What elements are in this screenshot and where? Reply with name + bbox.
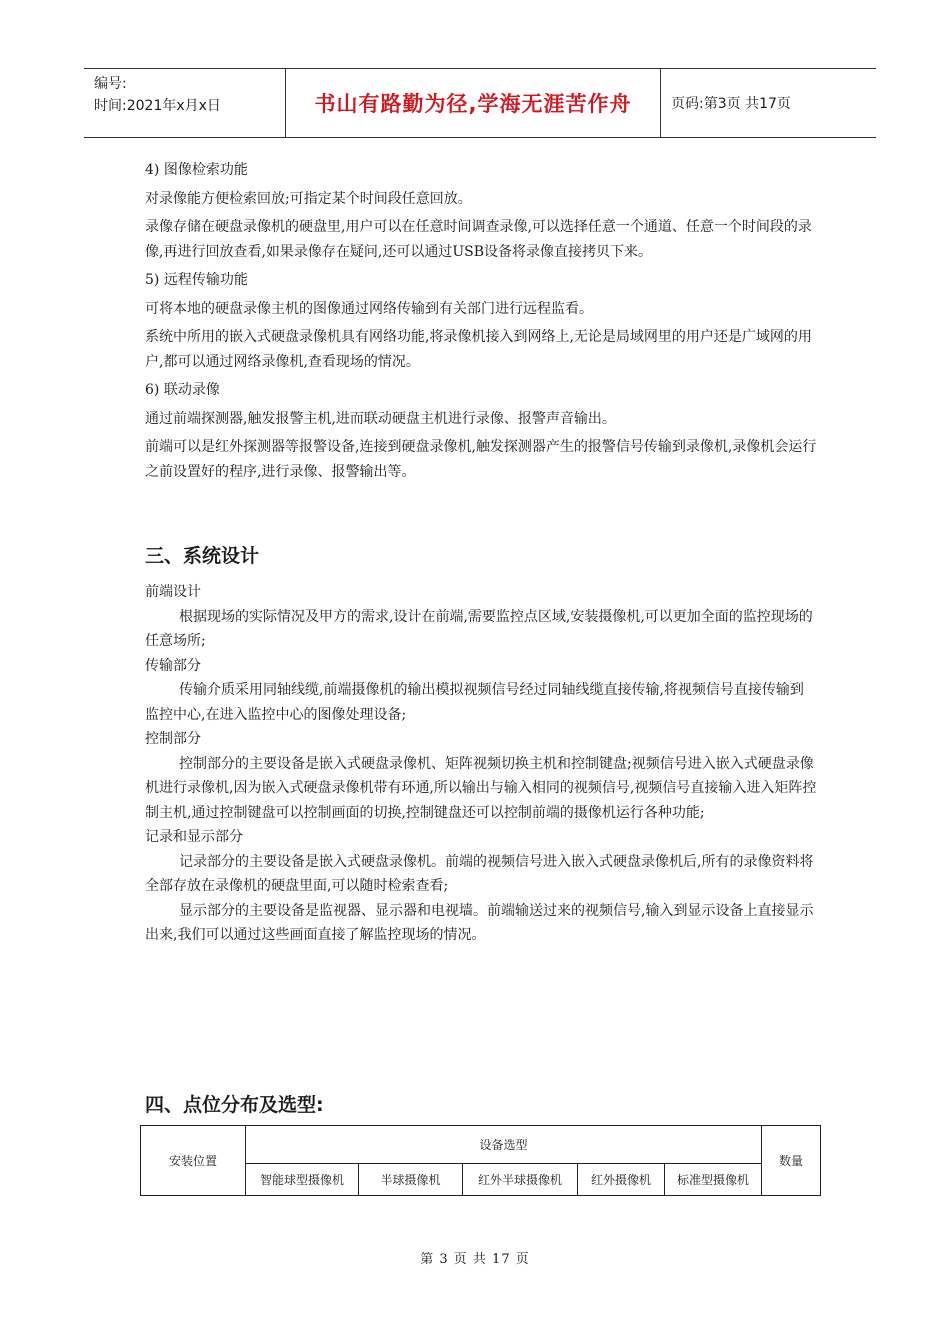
section-3-title: 三、系统设计 — [145, 545, 260, 567]
body-content — [145, 158, 817, 484]
type-ir-dome-camera: 红外半球摄像机 — [463, 1164, 578, 1196]
feature-heading-6: 6) 联动录像 — [145, 382, 220, 398]
paragraph: 显示部分的主要设备是监视器、显示器和电视墙。前端输送过来的视频信号,输入到显示设备上直接显示出来,我们可以通过这些画面直接了解监控现场的情况。 — [145, 902, 814, 943]
type-dome-camera: 半球摄像机 — [359, 1164, 463, 1196]
paragraph: 记录部分的主要设备是嵌入式硬盘录像机。前端的视频信号进入嵌入式硬盘录像机后,所有的录像资料将全部存放在录像机的硬盘里面,可以随时检索查看; — [145, 853, 814, 894]
section-3-content — [145, 580, 817, 948]
feature-heading-4: 4) 图像检索功能 — [145, 162, 248, 178]
paragraph: 通过前端探测器,触发报警主机,进而联动硬盘主机进行录像、报警声音输出。 — [145, 410, 616, 427]
type-smart-dome-camera: 智能球型摄像机 — [246, 1164, 359, 1196]
subheading-frontend: 前端设计 — [145, 584, 201, 600]
paragraph: 控制部分的主要设备是嵌入式硬盘录像机、矩阵视频切换主机和控制键盘;视频信号进入嵌入式硬盘录像机进行录像机,因为嵌入式硬盘录像机带有环通,所以输出与输入相同的视频信号,视频信号直接输入进入矩阵控制主机,通过控制键盘可以控制画面的切换,控制键盘还可以控制前端的摄像机运行各种功能; — [145, 755, 817, 821]
equipment-table — [140, 1125, 821, 1196]
feature-heading-5: 5) 远程传输功能 — [145, 272, 248, 288]
paragraph: 对录像能方便检索回放;可指定某个时间段任意回放。 — [145, 190, 472, 207]
header-meta — [84, 69, 286, 137]
doc-time-label: 时间:2021年x月x日 — [94, 98, 221, 114]
type-ir-camera: 红外摄像机 — [578, 1164, 665, 1196]
header-slogan: 书山有路勤为径,学海无涯苦作舟 — [286, 69, 661, 137]
paragraph: 可将本地的硬盘录像主机的图像通过网络传输到有关部门进行远程监看。 — [145, 300, 593, 317]
paragraph: 系统中所用的嵌入式硬盘录像机具有网络功能,将录像机接入到网络上,无论是局域网里的用户还是广域网的用户,都可以通过网络录像机,查看现场的情况。 — [145, 329, 812, 370]
paragraph: 录像存储在硬盘录像机的硬盘里,用户可以在任意时间调查录像,可以选择任意一个通道、任意一个时间段的录像,再进行回放查看,如果录像存在疑问,还可以通过USB设备将录像直接拷贝下来。 — [145, 219, 812, 260]
doc-number-label: 编号: — [94, 76, 127, 92]
paragraph: 传输介质采用同轴线缆,前端摄像机的输出模拟视频信号经过同轴线缆直接传输,将视频信号直接传输到监控中心,在进入监控中心的图像处理设备; — [145, 682, 804, 723]
paragraph: 前端可以是红外探测器等报警设备,连接到硬盘录像机,触发探测器产生的报警信号传输到录像机,录像机会运行之前设置好的程序,进行录像、报警输出等。 — [145, 439, 817, 480]
subheading-transmission: 传输部分 — [145, 657, 201, 674]
col-header-equipment: 设备选型 — [246, 1126, 762, 1164]
header-page-info: 页码:第3页 共17页 — [671, 96, 791, 112]
page-header — [84, 68, 876, 138]
page-footer: 第 3 页 共 17 页 — [420, 1252, 530, 1267]
col-header-quantity: 数量 — [762, 1126, 821, 1196]
col-header-location: 安装位置 — [141, 1126, 246, 1196]
paragraph: 根据现场的实际情况及甲方的需求,设计在前端,需要监控点区域,安装摄像机,可以更加全面的监控现场的任意场所; — [145, 608, 813, 649]
type-standard-camera: 标准型摄像机 — [665, 1164, 762, 1196]
subheading-record-display: 记录和显示部分 — [145, 829, 243, 845]
section-4-title: 四、点位分布及选型: — [145, 1094, 324, 1116]
subheading-control: 控制部分 — [145, 731, 201, 747]
